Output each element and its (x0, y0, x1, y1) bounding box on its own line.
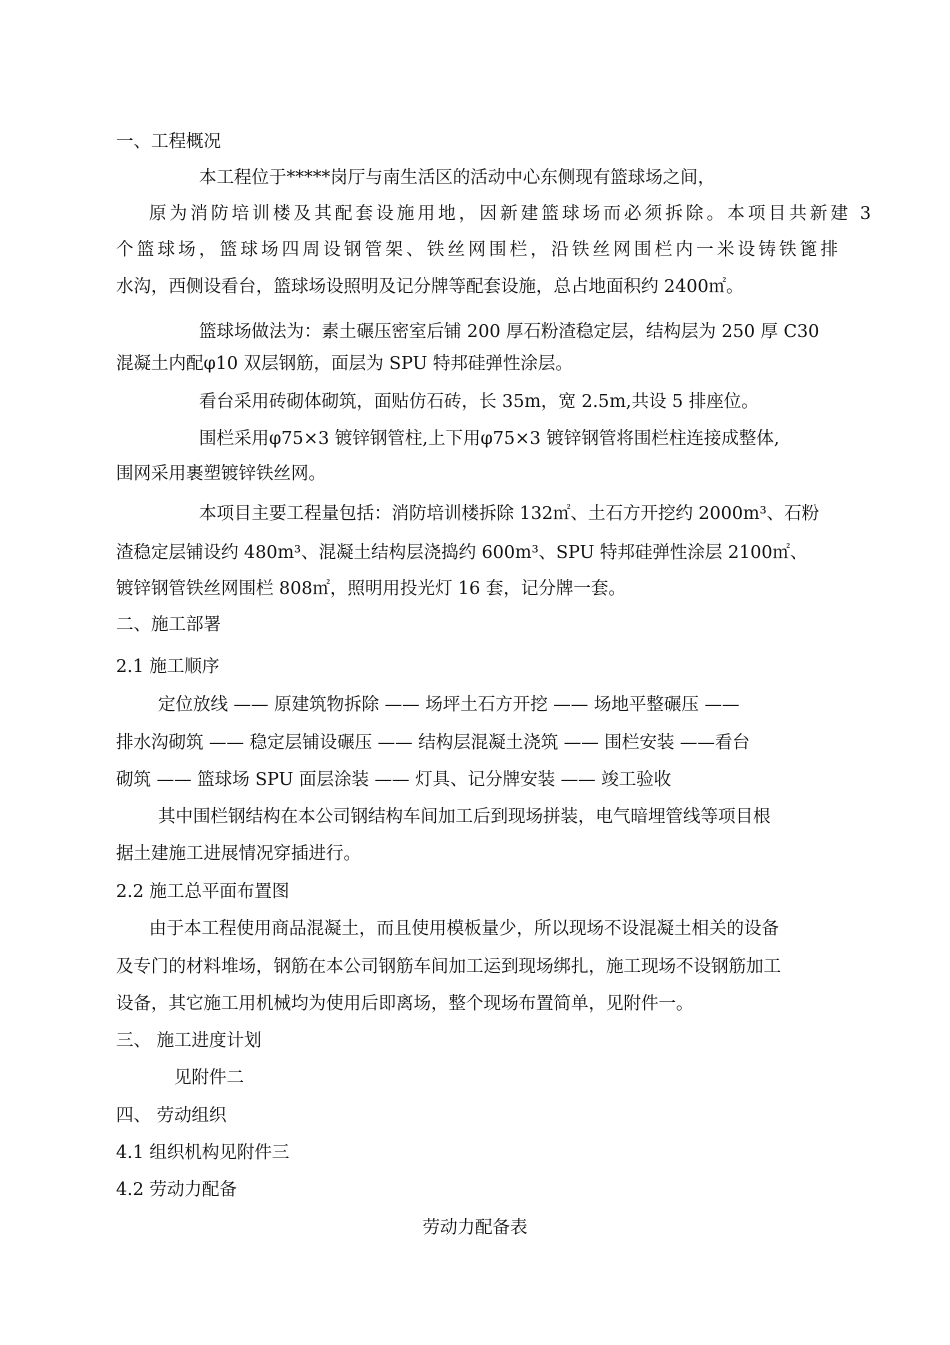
subsection-2-1-heading: 2.1 施工顺序 (116, 657, 220, 677)
fence-para-line-1: 围栏采用φ75×3 镀锌钢管柱,上下用φ75×3 镀锌钢管将围栏柱连接成整体, (199, 429, 780, 449)
court-method-line-2: 混凝土内配φ10 双层钢筋，面层为 SPU 特邦硅弹性涂层。 (116, 354, 573, 374)
layout-para-line-3: 设备，其它施工用机械均为使用后即离场，整个现场布置简单，见附件一。 (116, 994, 694, 1014)
section-2-heading: 二、施工部署 (116, 615, 221, 635)
stand-para-line-1: 看台采用砖砌体砌筑，面贴仿石砖，长 35m，宽 2.5m,共设 5 排座位。 (199, 392, 759, 412)
layout-para-line-1: 由于本工程使用商品混凝土，而且使用模板量少，所以现场不设混凝土相关的设备 (149, 919, 779, 939)
section-1-heading: 一、工程概况 (116, 132, 221, 152)
court-method-line-1: 篮球场做法为：素土碾压密室后铺 200 厚石粉渣稳定层，结构层为 250 厚 C30 (199, 322, 820, 342)
steel-para-line-1: 其中围栏钢结构在本公司钢结构车间加工后到现场拼装，电气暗埋管线等项目根 (158, 807, 771, 827)
overview-para-line-2: 原为消防培训楼及其配套设施用地，因新建篮球场而必须拆除。本项目共新建 3 (149, 204, 871, 224)
subsection-4-2-heading: 4.2 劳动力配备 (116, 1180, 237, 1200)
overview-para-line-4: 水沟，西侧设看台，篮球场设照明及记分牌等配套设施，总占地面积约 2400㎡。 (116, 277, 744, 297)
quantities-para-line-3: 镀锌钢管铁丝网围栏 808㎡，照明用投光灯 16 套，记分牌一套。 (116, 579, 626, 599)
table-caption: 劳动力配备表 (422, 1218, 528, 1238)
layout-para-line-2: 及专门的材料堆场，钢筋在本公司钢筋车间加工运到现场绑扎，施工现场不设钢筋加工 (116, 957, 781, 977)
overview-para-line-1: 本工程位于*****岗厅与南生活区的活动中心东侧现有篮球场之间， (199, 168, 716, 188)
subsection-4-1-heading: 4.1 组织机构见附件三 (116, 1143, 290, 1163)
section-3-heading: 三、 施工进度计划 (116, 1031, 262, 1051)
section-3-body: 见附件二 (174, 1068, 244, 1088)
sequence-line-1: 定位放线 —— 原建筑物拆除 —— 场坪土石方开挖 —— 场地平整碾压 —— (158, 695, 740, 715)
overview-para-line-3: 个篮球场，篮球场四周设钢管架、铁丝网围栏，沿铁丝网围栏内一米设铸铁篦排 (116, 240, 838, 260)
fence-para-line-2: 围网采用裹塑镀锌铁丝网。 (116, 464, 326, 484)
section-4-heading: 四、 劳动组织 (116, 1106, 227, 1126)
sequence-line-2: 排水沟砌筑 —— 稳定层铺设碾压 —— 结构层混凝土浇筑 —— 围栏安装 ——看台 (116, 733, 750, 753)
subsection-2-2-heading: 2.2 施工总平面布置图 (116, 882, 290, 902)
quantities-para-line-2: 渣稳定层铺设约 480m³、混凝土结构层浇捣约 600m³、SPU 特邦硅弹性涂层 2100㎡、 (116, 543, 808, 563)
steel-para-line-2: 据土建施工进展情况穿插进行。 (116, 844, 361, 864)
quantities-para-line-1: 本项目主要工程量包括：消防培训楼拆除 132㎡、土石方开挖约 2000m³、石粉 (199, 504, 820, 524)
sequence-line-3: 砌筑 —— 篮球场 SPU 面层涂装 —— 灯具、记分牌安装 —— 竣工验收 (116, 770, 672, 790)
